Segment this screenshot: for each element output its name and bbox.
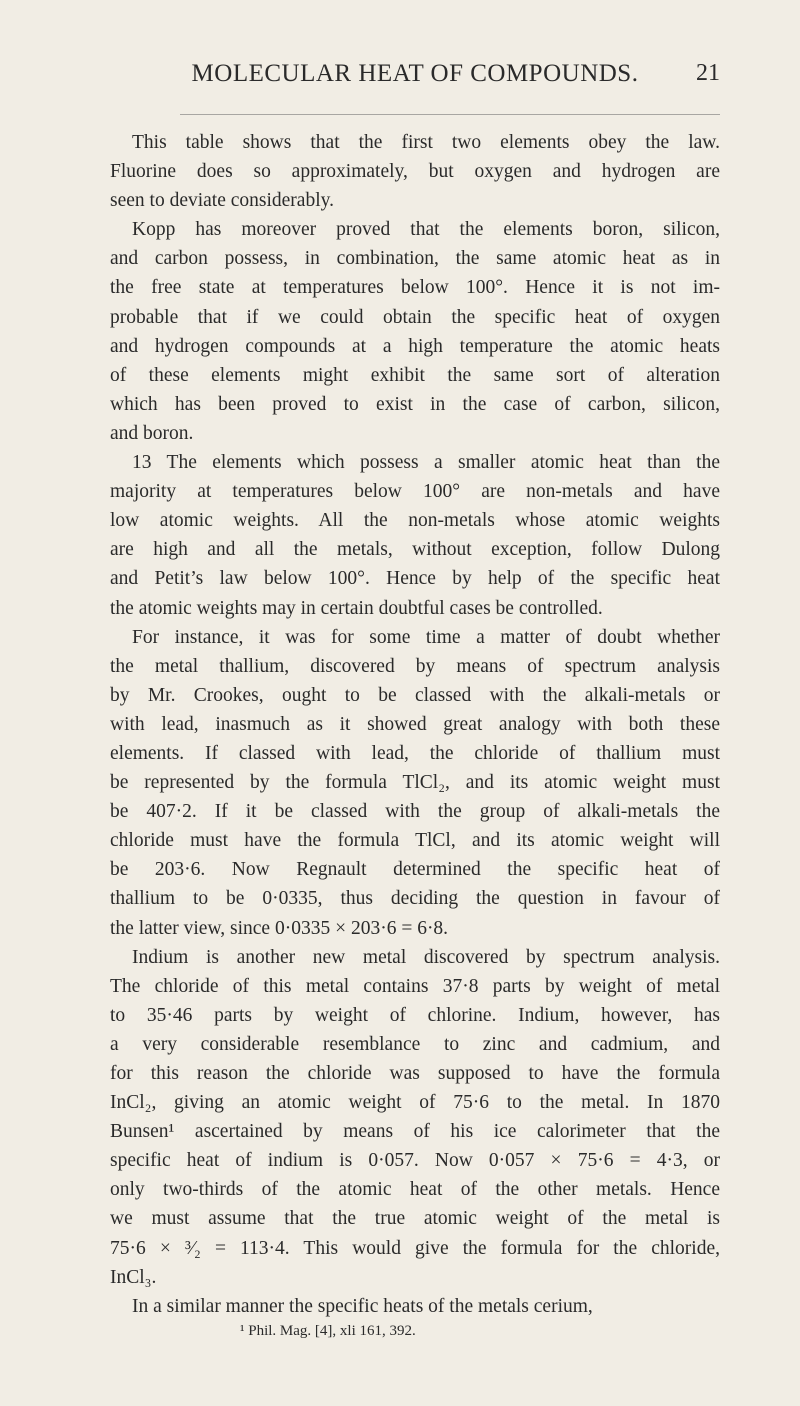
text-line: a very considerable resemblance to zinc and cadmium, and (110, 1033, 720, 1055)
text-line: In a similar manner the specific heats of the metals cerium, (132, 1295, 593, 1317)
text-line: for this reason the chloride was supposed to have the formula (110, 1063, 720, 1084)
text-line: the latter view, since 0·0335 × 203·6 = 6·8. (110, 917, 449, 939)
text-line: and Petit’s law below 100°. Hence by help of the specific heat (110, 568, 720, 590)
text-line: Bunsen¹ ascertained by means of his ice calorimeter that the (110, 1121, 720, 1143)
text-line: low atomic weights. All the non-metals whose atomic weights (110, 510, 720, 532)
text-line: This table shows that the first two elements obey the law. (132, 132, 720, 153)
text-line: and hydrogen compounds at a high temperature the atomic heats (110, 335, 720, 357)
text-line: only two-thirds of the atomic heat of the other metals. Hence (110, 1179, 720, 1201)
text-line: chloride must have the formula TlCl, and its atomic weight will (110, 830, 720, 852)
page-number: 21 (696, 60, 720, 86)
text-line: Fluorine does so approximately, but oxygen and hydrogen are (110, 161, 720, 183)
text-line: are high and all the metals, without exception, follow Dulong (110, 539, 720, 561)
text-line: we must assume that the true atomic weight of the metal is (110, 1208, 720, 1230)
running-title: MOLECULAR HEAT OF COMPOUNDS. (191, 60, 639, 87)
text-line: thallium to be 0·0335, thus deciding the question in favour of (110, 888, 720, 910)
text-line: of these elements might exhibit the same sort of alteration (110, 364, 720, 386)
text-line: Indium is another new metal discovered by spectrum analysis. (132, 946, 720, 968)
text-line: elements. If classed with lead, the chloride of thallium must (110, 742, 720, 764)
text-line: InCl₃. (110, 1266, 157, 1288)
text-line: to 35·46 parts by weight of chlorine. Indium, however, has (110, 1004, 720, 1026)
header-rule (180, 114, 720, 115)
text-line: the metal thallium, discovered by means of spectrum analysis (110, 655, 720, 677)
text-line: with lead, inasmuch as it showed great analogy with both these (110, 713, 720, 735)
text-line: be 407·2. If it be classed with the group of alkali-metals the (110, 801, 720, 823)
text-line: by Mr. Crookes, ought to be classed with the alkali-metals or (110, 684, 720, 706)
body-text (110, 128, 720, 1341)
text-line: majority at temperatures below 100° are non-metals and have (110, 481, 720, 503)
running-head (110, 60, 720, 100)
text-line: and boron. (110, 422, 194, 444)
text-line: the atomic weights may in certain doubtful cases be controlled. (110, 597, 603, 619)
text-line: For instance, it was for some time a matter of doubt whether (132, 626, 720, 648)
text-line: The chloride of this metal contains 37·8 parts by weight of metal (110, 975, 720, 997)
text-line: be represented by the formula TlCl₂, and its atomic weight must (110, 772, 720, 794)
text-line: Kopp has moreover proved that the elements boron, silicon, (132, 219, 720, 241)
text-line: specific heat of indium is 0·057. Now 0·057 × 75·6 = 4·3, or (110, 1150, 720, 1172)
text-line: seen to deviate considerably. (110, 190, 334, 212)
text-line: the free state at temperatures below 100°. Hence it is not im- (110, 277, 720, 299)
text-line: 75·6 × ³⁄₂ = 113·4. This would give the formula for the chloride, (110, 1237, 720, 1259)
text-line: and carbon possess, in combination, the same atomic heat as in (110, 248, 720, 270)
text-line: be 203·6. Now Regnault determined the specific heat of (110, 859, 720, 881)
text-line: probable that if we could obtain the specific heat of oxygen (110, 306, 720, 328)
text-line: which has been proved to exist in the case of carbon, silicon, (110, 393, 720, 415)
text-line: InCl₂, giving an atomic weight of 75·6 to the metal. In 1870 (110, 1092, 720, 1114)
footnote: ¹ Phil. Mag. [4], xli 161, 392. (240, 1322, 416, 1339)
text-line: 13 The elements which possess a smaller atomic heat than the (132, 452, 720, 474)
